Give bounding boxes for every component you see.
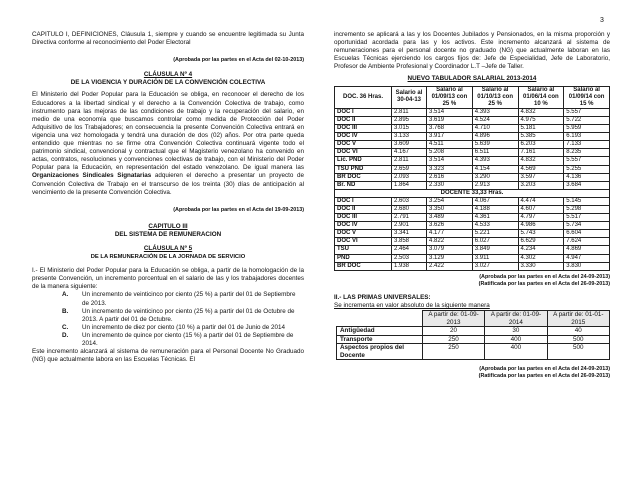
table-cell: 8.235 bbox=[564, 149, 610, 157]
table-cell: 4.947 bbox=[564, 254, 610, 262]
table-cell: 5.959 bbox=[564, 125, 610, 133]
table-cell: 40 bbox=[547, 327, 609, 336]
row-label: DOC II bbox=[335, 205, 392, 213]
table-cell: 2.811 bbox=[392, 108, 427, 116]
row-label: BR DOC bbox=[335, 262, 392, 270]
table-header: DOC. 36 Hras. bbox=[335, 86, 392, 108]
table-header: A partir de: 01-09-2013 bbox=[422, 310, 484, 326]
table-header: A partir de: 01-01-2015 bbox=[547, 310, 609, 326]
chapter-title: CAPITULO III bbox=[148, 222, 188, 230]
table-row bbox=[335, 262, 610, 270]
table-cell: 6.027 bbox=[472, 238, 518, 246]
table-cell: 3.290 bbox=[472, 173, 518, 181]
clause-5-subtitle: DE LA REMUNERACIÓN DE LA JORNADA DE SERVICIO bbox=[90, 254, 246, 261]
approval-note: (Aprobada por las partes en el Acta del 24-09-2013) bbox=[479, 366, 610, 373]
table-cell: Antigüedad bbox=[337, 327, 423, 336]
table-cell: 2.603 bbox=[392, 197, 427, 205]
table-row bbox=[335, 222, 610, 230]
table-header-row bbox=[337, 310, 610, 326]
list-item: D. Un incremento de quince por ciento (15 %) a partir del 01 de Septiembre de 2014. bbox=[62, 331, 294, 347]
clause-4-title: CLÁUSULA Nº 4 bbox=[143, 71, 193, 79]
table-cell: 4.154 bbox=[472, 165, 518, 173]
table-cell: 3.323 bbox=[427, 165, 473, 173]
table-cell: 3.341 bbox=[392, 230, 427, 238]
row-label: DOC V bbox=[335, 230, 392, 238]
table-cell: 4.177 bbox=[427, 230, 473, 238]
table-cell: 3.129 bbox=[427, 254, 473, 262]
table-band-row bbox=[335, 189, 610, 197]
table-cell: 2.464 bbox=[392, 246, 427, 254]
table-cell: 3.597 bbox=[518, 173, 564, 181]
table-cell: 3.350 bbox=[427, 205, 473, 213]
table-cell: 4.832 bbox=[518, 108, 564, 116]
table-cell: 3.830 bbox=[564, 262, 610, 270]
table-cell: 2.895 bbox=[392, 116, 427, 124]
row-label: DOC II bbox=[335, 116, 392, 124]
clause-5-title: CLÁUSULA Nº 5 bbox=[143, 244, 193, 252]
table-cell: 6.604 bbox=[564, 230, 610, 238]
table-cell: 5.722 bbox=[564, 116, 610, 124]
table-cell: 5.145 bbox=[564, 197, 610, 205]
table-cell: 4.234 bbox=[518, 246, 564, 254]
table-cell: 20 bbox=[422, 327, 484, 336]
table-cell: 2.330 bbox=[427, 181, 473, 189]
table-cell: 2.093 bbox=[392, 173, 427, 181]
table-cell: 6.511 bbox=[472, 149, 518, 157]
table-row bbox=[335, 181, 610, 189]
list-item: C. Un incremento de diez por ciento (10 %) a partir del 01 de Junio de 2014 bbox=[62, 323, 286, 331]
row-label: BR DOC bbox=[335, 173, 392, 181]
table-header: Salario al 01/09/13 con 25 % bbox=[427, 86, 473, 108]
table-header-row bbox=[335, 86, 610, 108]
table-row bbox=[335, 230, 610, 238]
table-cell: 4.869 bbox=[564, 246, 610, 254]
table-header: Salario al 01/06/14 con 10 % bbox=[518, 86, 564, 108]
table-cell: 3.609 bbox=[392, 141, 427, 149]
table-cell: 4.361 bbox=[472, 214, 518, 222]
table-cell: 4.975 bbox=[518, 116, 564, 124]
table-cell: 3.027 bbox=[472, 262, 518, 270]
row-label: PND bbox=[335, 254, 392, 262]
table-cell: 5.208 bbox=[427, 149, 473, 157]
table-cell: 7.133 bbox=[564, 141, 610, 149]
list-item: B. Un incremento de veinticinco por ciento (25 %) a partir del 01 de Octubre de 2013. A partir del 01 de Octubre. bbox=[62, 307, 295, 323]
row-label: Lic. PND bbox=[335, 157, 392, 165]
row-label: DOC III bbox=[335, 125, 392, 133]
table-row bbox=[335, 246, 610, 254]
table-cell: 4.533 bbox=[472, 222, 518, 230]
table-cell: 3.849 bbox=[472, 246, 518, 254]
primas-table bbox=[336, 310, 610, 361]
row-label: DOC III bbox=[335, 214, 392, 222]
row-label: TSU bbox=[335, 246, 392, 254]
table-cell: 5.557 bbox=[564, 108, 610, 116]
table-cell: 2.811 bbox=[392, 157, 427, 165]
row-label: Br. ND bbox=[335, 181, 392, 189]
table-cell: 2.422 bbox=[427, 262, 473, 270]
clause-5-paragraph-2: Este incremento alcanzará al sistema de remuneración para el Personal Docente No Graduado (NG) que actualmente labora en las Escuelas Técnicas. El bbox=[32, 348, 304, 364]
table-row bbox=[335, 205, 610, 213]
table-row bbox=[335, 173, 610, 181]
table-cell: 4.607 bbox=[518, 205, 564, 213]
table-cell: 3.684 bbox=[564, 181, 610, 189]
table-row bbox=[335, 214, 610, 222]
table-cell: 4.393 bbox=[472, 157, 518, 165]
table-row bbox=[335, 141, 610, 149]
table-cell: 4.167 bbox=[392, 149, 427, 157]
table-row bbox=[335, 165, 610, 173]
right-paragraph: incremento se aplicará a las y los Docentes Jubilados y Pensionados, en la misma proporción y oportunidad acordada para las y los activos. Este incremento alcanzará al sistema de remuneraciones para el personal docente no graduado (NG) que actualmente laboran en las Escuelas Técnicas ejerciendo los cargos fijos de: Jefe de Especialidad, Jefe de Laboratorio, Profesor de Ambiente Profesional y Coordinador L.T –Jefe de Taller. bbox=[334, 31, 610, 71]
table-row bbox=[335, 238, 610, 246]
table-cell: 2.503 bbox=[392, 254, 427, 262]
table-cell: 30 bbox=[485, 327, 547, 336]
table-row bbox=[335, 157, 610, 165]
table-cell: 3.254 bbox=[427, 197, 473, 205]
table-row bbox=[335, 197, 610, 205]
table-cell: 4.822 bbox=[427, 238, 473, 246]
band-label: DOCENTE 33,33 Hras. bbox=[335, 189, 610, 197]
table-cell: 5.298 bbox=[564, 205, 610, 213]
table-cell: 3.911 bbox=[472, 254, 518, 262]
table-cell: 3.079 bbox=[427, 246, 473, 254]
row-label: DOC IV bbox=[335, 222, 392, 230]
clause-4-subtitle: DE LA VIGENCIA Y DURACIÓN DE LA CONVENCIÓN COLECTIVA bbox=[70, 79, 266, 87]
row-label: DOC I bbox=[335, 197, 392, 205]
table-cell: 4.710 bbox=[472, 125, 518, 133]
table-cell: 4.474 bbox=[518, 197, 564, 205]
table-header: Salario al 30-04-13 bbox=[392, 86, 427, 108]
table-cell: 5.557 bbox=[564, 157, 610, 165]
table-row bbox=[335, 149, 610, 157]
row-label: DOC VI bbox=[335, 238, 392, 246]
table-row bbox=[335, 125, 610, 133]
table-cell: 1.938 bbox=[392, 262, 427, 270]
table-cell: 6.203 bbox=[518, 141, 564, 149]
primas-title: II.- LAS PRIMAS UNIVERSALES: bbox=[334, 293, 431, 301]
table-cell: 3.626 bbox=[427, 222, 473, 230]
table-cell: 2.680 bbox=[392, 205, 427, 213]
table-cell: 4.136 bbox=[564, 173, 610, 181]
table-header: Salario al 01/10/13 con 25 % bbox=[472, 86, 518, 108]
table-cell: 4.511 bbox=[427, 141, 473, 149]
table-cell: 5.181 bbox=[518, 125, 564, 133]
table-cell: Aspectos propios del Docente bbox=[337, 344, 423, 360]
intro-paragraph: CAPITULO I, DEFINICIONES, Cláusula 1, siempre y cuando se encuentre legitimada su Junta Directiva conforme al reconocimiento del Poder Electoral bbox=[32, 31, 304, 47]
table-cell: 3.858 bbox=[392, 238, 427, 246]
table-cell: 3.619 bbox=[427, 116, 473, 124]
table-cell: 6.193 bbox=[564, 133, 610, 141]
table-cell: 7.161 bbox=[518, 149, 564, 157]
increment-list bbox=[32, 291, 304, 348]
table-row bbox=[337, 335, 610, 344]
table-cell: 2.913 bbox=[472, 181, 518, 189]
primas-subtitle: Se incrementa en valor absoluto de la siguiente manera bbox=[334, 301, 490, 309]
table-header: A partir de: 01-09-2014 bbox=[485, 310, 547, 326]
table-cell: 5.221 bbox=[472, 230, 518, 238]
table-cell: 4.832 bbox=[518, 157, 564, 165]
table-cell: 500 bbox=[547, 335, 609, 344]
right-column bbox=[334, 31, 610, 380]
table-cell: 3.514 bbox=[427, 108, 473, 116]
table-cell: 400 bbox=[485, 344, 547, 360]
table-cell: 5.255 bbox=[564, 165, 610, 173]
table-cell: 4.797 bbox=[518, 214, 564, 222]
table-cell: 250 bbox=[422, 335, 484, 344]
table-cell: 4.302 bbox=[518, 254, 564, 262]
approval-note: (Aprobada por las partes en el Acta del 02-10-2013) bbox=[173, 57, 304, 64]
table-cell: 1.864 bbox=[392, 181, 427, 189]
clause-5-paragraph: I.- El Ministerio del Poder Popular para la Educación se obliga, a partir de la homologación de la presente Convención, un incremento porcentual en el salario de las y los trabajadores docentes de la manera siguiente: bbox=[32, 267, 304, 291]
table-cell: 5.734 bbox=[564, 222, 610, 230]
table-cell: 5.517 bbox=[564, 214, 610, 222]
approval-note: (Aprobada por las partes en el Acta del 24-09-2013) bbox=[479, 273, 610, 280]
table-cell: 6.629 bbox=[518, 238, 564, 246]
page-number: 3 bbox=[600, 17, 604, 24]
bold-term: Organizaciones Sindicales Signatarias bbox=[32, 172, 152, 180]
table-cell: 3.133 bbox=[392, 133, 427, 141]
table-cell: 250 bbox=[422, 344, 484, 360]
row-label: TSU PND bbox=[335, 165, 392, 173]
table-row bbox=[335, 133, 610, 141]
chapter-subtitle: DEL SISTEMA DE REMUNERACION bbox=[114, 230, 222, 238]
table-cell: Transporte bbox=[337, 335, 423, 344]
table-cell: 3.015 bbox=[392, 125, 427, 133]
table-cell: 7.624 bbox=[564, 238, 610, 246]
table-cell: 3.768 bbox=[427, 125, 473, 133]
table-row bbox=[335, 254, 610, 262]
table-cell: 4.986 bbox=[518, 222, 564, 230]
table-cell: 4.896 bbox=[472, 133, 518, 141]
ratification-note: (Ratificada por las partes en el Acta del 26-09-2013) bbox=[478, 373, 610, 380]
table-cell: 3.489 bbox=[427, 214, 473, 222]
table-cell: 5.385 bbox=[518, 133, 564, 141]
clause-4-paragraph: El Ministerio del Poder Popular para la Educación se obliga, en reconocer el derecho de los Educadores a la libertad sindical y el derecho a la Convención Colectiva de trabajo, como instrumento para las mejoras de las condiciones de trabajo y la recuperación del salario, en medio de una economía que buscamos controlar como medida de Protección del Poder Adquisitivo de los Trabajadores; en consecuencia la presente Convención Colectiva entrará en vigencia una vez homologada y tendrá una duración de dos (02) años. Por otra parte queda entendido que mientras no se firme otra Convención Colectiva continuará vigente todo el patrimonio sindical, convencional y contractual que el Magisterio venezolano ha convenido en actas, contratos, resoluciones y convenciones colectivas de trabajo, con el Ministerio del Poder Popular para la Educación, en representación del estado venezolano. De igual manera las Organizaciones Sindicales Signatarias adquieren el derecho a presentar un proyecto de Convención Colectiva de Trabajo en el transcurso de los treinta (30) días de anticipación al vencimiento de la presente Convención Colectiva. bbox=[32, 91, 304, 196]
left-column bbox=[32, 31, 304, 364]
row-label: DOC IV bbox=[335, 133, 392, 141]
table-cell: 5.743 bbox=[518, 230, 564, 238]
table-cell: 2.616 bbox=[427, 173, 473, 181]
tabulator-title: NUEVO TABULADOR SALARIAL 2013-2014 bbox=[407, 75, 537, 83]
ratification-note: (Ratificada por las partes en el Acta del 26-09-2013) bbox=[478, 280, 610, 287]
table-cell: 2.659 bbox=[392, 165, 427, 173]
table-cell: 4.524 bbox=[472, 116, 518, 124]
table-cell: 4.188 bbox=[472, 205, 518, 213]
row-label: DOC I bbox=[335, 108, 392, 116]
salary-table bbox=[334, 86, 610, 271]
row-label: DOC V bbox=[335, 141, 392, 149]
table-cell: 4.569 bbox=[518, 165, 564, 173]
table-cell: 3.330 bbox=[518, 262, 564, 270]
table-row bbox=[337, 327, 610, 336]
list-item: A. Un incremento de veinticinco por ciento (25 %) a partir del 01 de Septiembre de 2013. bbox=[62, 291, 296, 307]
table-row bbox=[335, 108, 610, 116]
table-cell: 2.791 bbox=[392, 214, 427, 222]
table-cell: 400 bbox=[485, 335, 547, 344]
approval-note: (Aprobada por las partes en el Acta del 19-09-2013) bbox=[173, 206, 304, 213]
table-cell: 5.639 bbox=[472, 141, 518, 149]
table-row bbox=[335, 116, 610, 124]
table-cell: 3.917 bbox=[427, 133, 473, 141]
table-cell: 4.067 bbox=[472, 197, 518, 205]
table-cell: 3.203 bbox=[518, 181, 564, 189]
table-cell: 4.393 bbox=[472, 108, 518, 116]
table-header: Salario al 01/09/14 con 15 % bbox=[564, 86, 610, 108]
table-cell: 2.901 bbox=[392, 222, 427, 230]
table-cell: 500 bbox=[547, 344, 609, 360]
row-label: DOC VI bbox=[335, 149, 392, 157]
table-cell: 3.514 bbox=[427, 157, 473, 165]
table-row bbox=[337, 344, 610, 360]
